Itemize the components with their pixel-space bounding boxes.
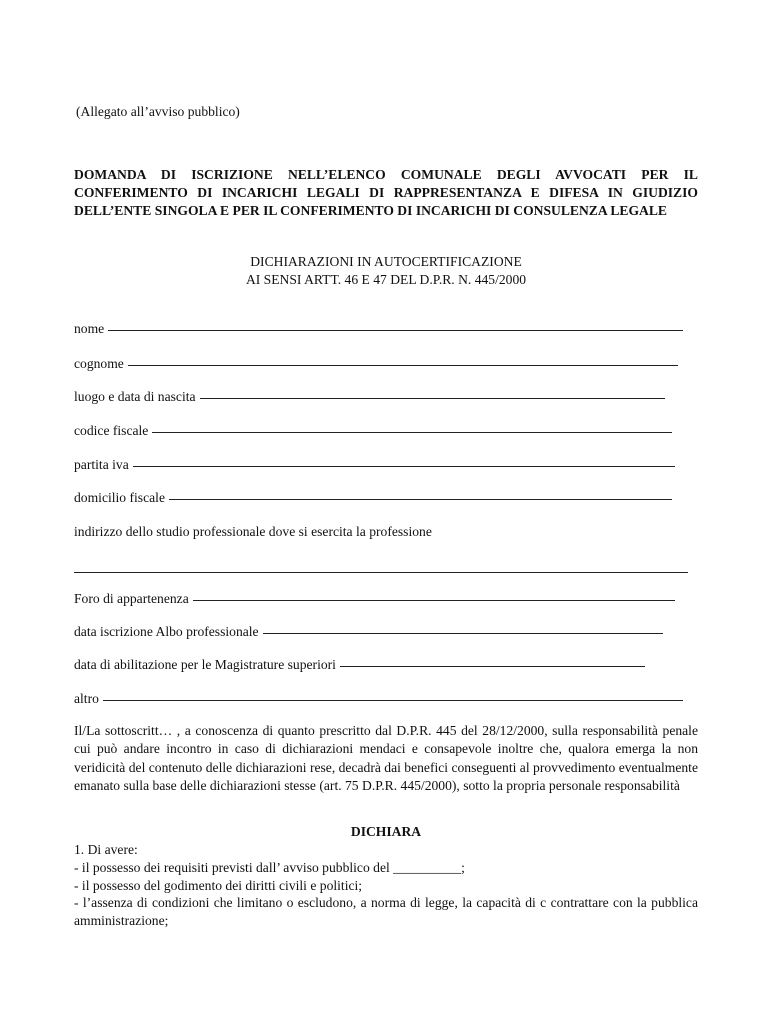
fill-line[interactable] xyxy=(340,665,645,667)
list-item: - l’assenza di condizioni che limitano o escludono, a norma di legge, la capacità di c contrattare con la pubblica amministrazione; xyxy=(74,895,698,929)
declaration-paragraph: Il/La sottoscritt… , a conoscenza di quanto prescritto dal D.P.R. 445 del 28/12/2000, sulla responsabilità penale cui può andare incontro in caso di dichiarazioni mendaci e consapevole inoltre che, qualora emerga la non veridicità del contenuto delle dichiarazioni rese, decadrà dai benefici conseguenti al provvedimento eventualmente emanato sulla base delle dichiarazioni stesse (art. 75 D.P.R. 445/2000), sotto la propria personale responsabilità xyxy=(74,723,698,793)
field-indirizzo-studio xyxy=(74,523,432,541)
document-subtitle xyxy=(74,253,698,289)
field-label: cognome xyxy=(74,356,124,371)
field-label: altro xyxy=(74,691,99,706)
list-item: - il possesso dei requisiti previsti dall’ avviso pubblico del __________; xyxy=(74,859,465,875)
subtitle-line-2: AI SENSI ARTT. 46 E 47 DEL D.P.R. N. 445/2000 xyxy=(245,272,527,287)
fill-line[interactable] xyxy=(263,632,663,634)
fill-line[interactable] xyxy=(128,364,678,366)
field-label: Foro di appartenenza xyxy=(74,591,189,606)
field-nome[interactable] xyxy=(74,320,683,338)
field-foro[interactable] xyxy=(74,590,675,608)
field-label: data di abilitazione per le Magistrature superiori xyxy=(74,657,336,672)
fill-line[interactable] xyxy=(169,498,672,500)
field-abilitazione[interactable] xyxy=(74,656,645,674)
field-label: nome xyxy=(74,321,105,336)
field-codice-fiscale[interactable] xyxy=(74,422,672,440)
field-label: indirizzo dello studio professionale dove si esercita la professione xyxy=(74,524,432,539)
document-title: DOMANDA DI ISCRIZIONE NELL’ELENCO COMUNALE DEGLI AVVOCATI PER IL CONFERIMENTO DI INCARICHI LEGALI DI RAPPRESENTANZA E DIFESA IN GIUDIZIO DELL’ENTE SINGOLA E PER IL CONFERIMENTO DI INCARICHI DI CONSULENZA LEGALE xyxy=(74,167,698,219)
annex-note: (Allegato all’avviso pubblico) xyxy=(76,104,240,119)
list-item: - il possesso del godimento dei diritti civili e politici; xyxy=(74,877,363,893)
fill-line[interactable] xyxy=(103,699,683,701)
field-altro[interactable] xyxy=(74,690,683,708)
fill-line[interactable] xyxy=(133,465,675,467)
field-partita-iva[interactable] xyxy=(74,456,675,474)
field-iscrizione-albo[interactable] xyxy=(74,623,663,641)
indirizzo-fill-line[interactable] xyxy=(74,572,688,573)
field-label: data iscrizione Albo professionale xyxy=(74,624,259,639)
field-label: codice fiscale xyxy=(74,423,149,438)
fill-line[interactable] xyxy=(108,329,683,331)
fill-line[interactable] xyxy=(200,397,665,399)
fill-line[interactable] xyxy=(152,431,672,433)
field-domicilio-fiscale[interactable] xyxy=(74,489,672,507)
field-label: partita iva xyxy=(74,457,129,472)
declaration-items xyxy=(74,841,698,930)
field-label: luogo e data di nascita xyxy=(74,389,196,404)
subtitle-line-1: DICHIARAZIONI IN AUTOCERTIFICAZIONE xyxy=(250,254,522,269)
dichiara-heading: DICHIARA xyxy=(350,824,422,839)
field-luogo-data-nascita[interactable] xyxy=(74,388,665,406)
items-intro: 1. Di avere: xyxy=(74,842,138,857)
fill-line[interactable] xyxy=(193,599,675,601)
field-cognome[interactable] xyxy=(74,355,678,373)
field-label: domicilio fiscale xyxy=(74,490,165,505)
